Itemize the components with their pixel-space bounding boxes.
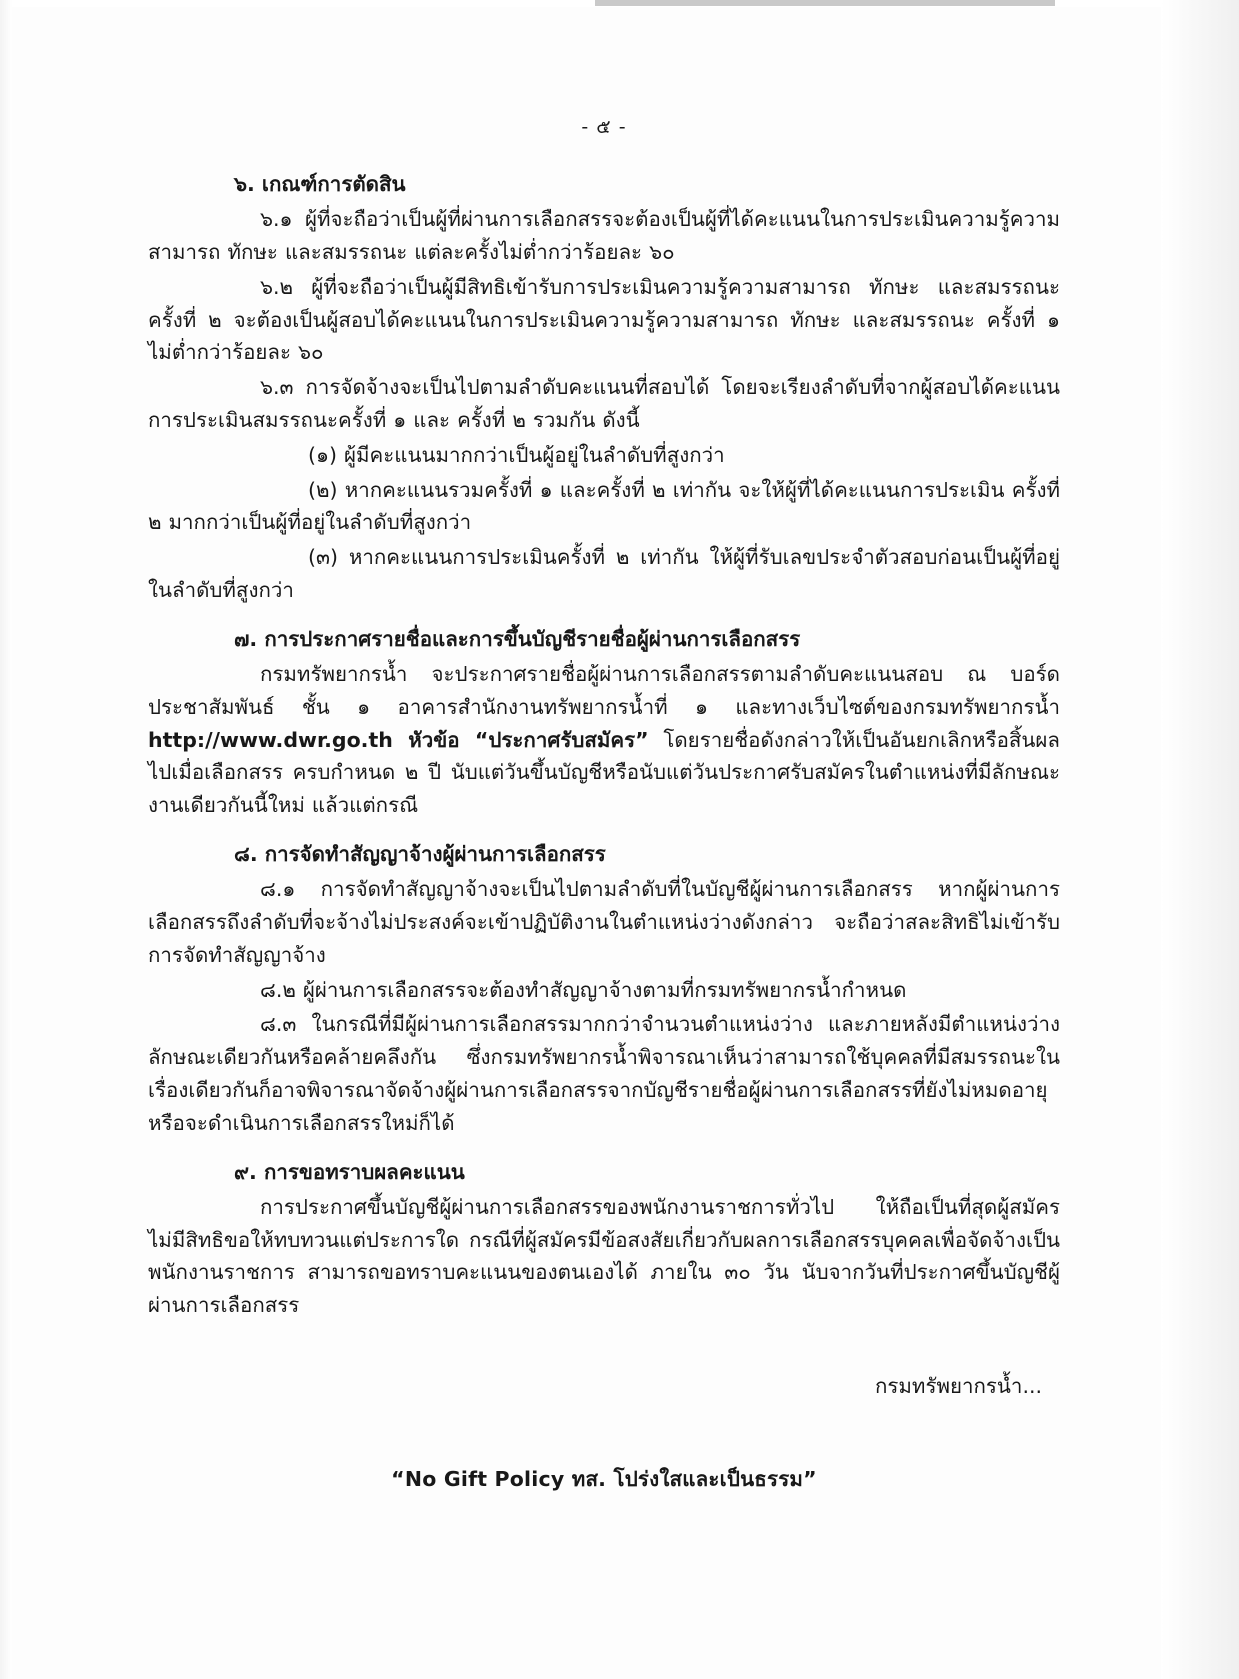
section-6-paragraph-3: ๖.๓ การจัดจ้างจะเป็นไปตามลำดับคะแนนที่สอบได้ โดยจะเรียงลำดับที่จากผู้สอบได้คะแนนการประเมินสมรรถนะครั้งที่ ๑ และ ครั้งที่ ๒ รวมกัน ดังนี้ bbox=[148, 375, 1060, 432]
scan-edge-left bbox=[0, 0, 12, 1679]
document-content bbox=[148, 112, 1060, 1496]
website-url[interactable]: http://www.dwr.go.th bbox=[148, 727, 393, 752]
section-heading-7: ๗. การประกาศรายชื่อและการขึ้นบัญชีรายชื่อผู้ผ่านการเลือกสรร bbox=[234, 626, 801, 651]
topic-label: หัวข้อ bbox=[392, 727, 475, 752]
topic-name: “ประกาศรับสมัคร” bbox=[474, 727, 649, 752]
section-6-subitem-1: (๑) ผู้มีคะแนนมากกว่าเป็นผู้อยู่ในลำดับที่สูงกว่า bbox=[308, 442, 725, 467]
section-6-paragraph-2: ๖.๒ ผู้ที่จะถือว่าเป็นผู้มีสิทธิเข้ารับการประเมินความรู้ความสามารถ ทักษะ และสมรรถนะ ครั้งที่ ๒ จะต้องเป็นผู้สอบได้คะแนนในการประเมินความรู้ความสามารถ ทักษะ และสมรรถนะ ครั้งที่ ๑ ไม่ต่ำกว่าร้อยละ ๖๐ bbox=[148, 274, 1060, 365]
section-6-subitem-3: (๓) หากคะแนนการประเมินครั้งที่ ๒ เท่ากัน ให้ผู้ที่รับเลขประจำตัวสอบก่อนเป็นผู้ที่อยู่ในลำดับที่สูงกว่า bbox=[148, 545, 1060, 602]
footer-note: “No Gift Policy ทส. โปร่งใสและเป็นธรรม” bbox=[391, 1466, 817, 1491]
section-7-text-part2: โดยรายชื่อดังกล่าวให้เป็นอันยกเลิกหรือสิ้นผลไปเมื่อเลือกสรร ครบกำหนด ๒ ปี นับแต่วันขึ้นบัญชีหรือนับแต่วันประกาศรับสมัครในตำแหน่งที่มีลักษณะงานเดียวกันนี้ใหม่ แล้วแต่กรณี bbox=[148, 727, 1060, 818]
scan-edge-right bbox=[1161, 0, 1239, 1679]
section-8-paragraph-2: ๘.๒ ผู้ผ่านการเลือกสรรจะต้องทำสัญญาจ้างตามที่กรมทรัพยากรน้ำกำหนด bbox=[260, 977, 907, 1002]
section-6-subitem-2: (๒) หากคะแนนรวมครั้งที่ ๑ และครั้งที่ ๒ เท่ากัน จะให้ผู้ที่ได้คะแนนการประเมิน ครั้งที่ ๒ มากกว่าเป็นผู้ที่อยู่ในลำดับที่สูงกว่า bbox=[148, 477, 1060, 535]
page-number: - ๕ - bbox=[581, 116, 627, 138]
section-8-paragraph-3: ๘.๓ ในกรณีที่มีผู้ผ่านการเลือกสรรมากกว่าจำนวนตำแหน่งว่าง และภายหลังมีตำแหน่งว่างลักษณะเดียวกันหรือคล้ายคลึงกัน ซึ่งกรมทรัพยากรน้ำพิจารณาเห็นว่าสามารถใช้บุคคลที่มีสมรรถนะในเรื่องเดียวกันก็อาจพิจารณาจัดจ้างผู้ผ่านการเลือกสรรจากบัญชีรายชื่อผู้ผ่านการเลือกสรรที่ยังไม่หมดอายุ หรือจะดำเนินการเลือกสรรใหม่ก็ได้ bbox=[148, 1012, 1060, 1135]
scan-edge-band bbox=[595, 0, 1055, 6]
signoff-text: กรมทรัพยากรน้ำ... bbox=[875, 1373, 1042, 1398]
section-7-paragraph bbox=[148, 658, 1060, 822]
section-heading-6: ๖. เกณฑ์การตัดสิน bbox=[234, 172, 406, 196]
section-9-paragraph-1: การประกาศขึ้นบัญชีผู้ผ่านการเลือกสรรของพนักงานราชการทั่วไป ให้ถือเป็นที่สุดผู้สมัครไม่มีสิทธิขอให้ทบทวนแต่ประการใด กรณีที่ผู้สมัครมีข้อสงสัยเกี่ยวกับผลการเลือกสรรบุคคลเพื่อจัดจ้างเป็นพนักงานราชการ สามารถขอทราบคะแนนของตนเองได้ ภายใน ๓๐ วัน นับจากวันที่ประกาศขึ้นบัญชีผู้ผ่านการเลือกสรร bbox=[148, 1194, 1060, 1318]
section-7-text-part1: กรมทรัพยากรน้ำ จะประกาศรายชื่อผู้ผ่านการเลือกสรรตามลำดับคะแนนสอบ ณ บอร์ดประชาสัมพันธ์ ชั้น ๑ อาคารสำนักงานทรัพยากรน้ำที่ ๑ และทางเว็บไซต์ของกรมทรัพยากรน้ำ bbox=[148, 661, 1060, 719]
section-6-paragraph-1: ๖.๑ ผู้ที่จะถือว่าเป็นผู้ที่ผ่านการเลือกสรรจะต้องเป็นผู้ที่ได้คะแนนในการประเมินความรู้ความสามารถ ทักษะ และสมรรถนะ แต่ละครั้งไม่ต่ำกว่าร้อยละ ๖๐ bbox=[148, 207, 1060, 264]
section-heading-9: ๙. การขอทราบผลคะแนน bbox=[234, 1159, 465, 1184]
section-heading-8: ๘. การจัดทำสัญญาจ้างผู้ผ่านการเลือกสรร bbox=[234, 841, 606, 866]
section-8-paragraph-1: ๘.๑ การจัดทำสัญญาจ้างจะเป็นไปตามลำดับที่ในบัญชีผู้ผ่านการเลือกสรร หากผู้ผ่านการเลือกสรรถึงลำดับที่จะจ้างไม่ประสงค์จะเข้าปฏิบัติงานในตำแหน่งว่างดังกล่าว จะถือว่าสละสิทธิไม่เข้ารับการจัดทำสัญญาจ้าง bbox=[148, 877, 1060, 967]
